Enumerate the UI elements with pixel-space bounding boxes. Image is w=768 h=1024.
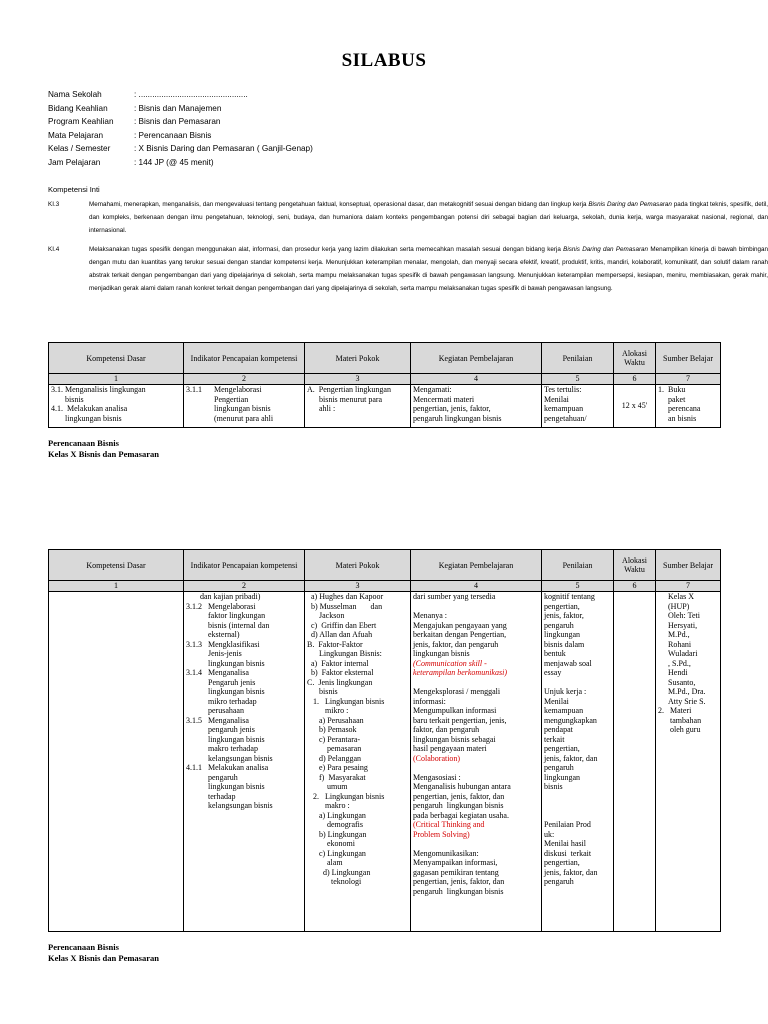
info-value: : 144 JP (@ 45 menit) xyxy=(134,157,214,167)
cell-sumber-belajar: 1. Buku paket perencana an bisnis xyxy=(656,385,721,428)
cell-materi-pokok: A. Pengertian lingkungan bisnis menurut para ahli : xyxy=(305,385,411,428)
cell-kompetensi-dasar xyxy=(49,592,184,932)
ki4-label: KI.4 xyxy=(48,246,60,253)
info-label: Jam Pelajaran xyxy=(48,157,101,167)
header-penilaian: Penilaian xyxy=(542,550,614,581)
info-value: : Bisnis dan Pemasaran xyxy=(134,117,221,126)
column-number: 6 xyxy=(614,581,656,592)
kegiatan-text: Mengomunikasikan: Menyampaikan informasi, gagasan pemikiran tentang pengertian, jenis, faktor, dan pengaruh lingkungan bisnis xyxy=(413,848,505,896)
ki3-text xyxy=(89,198,768,237)
info-value: : Perencanaan Bisnis xyxy=(134,130,212,140)
footer-line: Perencanaan Bisnis xyxy=(48,942,119,952)
cell-materi-pokok: a) Hughes dan Kapoor b) Musselman dan Jackson c) Griffin dan Ebert d) Allan dan Afuah B. Faktor-Faktor Lingkungan Bisnis: a) Faktor internal b) Faktor eksternal C. Jenis lingkungan bisnis 1. Lingkungan bisnis mikro : a) Perusahaan b) Pemasok c) Perantara- pemasaran d) Pelanggan e) Para pesaing f) Masyarakat umum 2. Lingkungan bisnis makro : a) Lingkungan demografis b) Lingkungan ekonomi c) Lingkungan alam d) Lingkungan teknologi xyxy=(305,592,411,932)
column-number: 2 xyxy=(184,581,305,592)
info-label: Mata Pelajaran xyxy=(48,130,104,140)
kegiatan-skill-note: (Colaboration) xyxy=(413,753,461,763)
kegiatan-text: dari sumber yang tersedia Menanya : Mengajukan pengayaan yang berkaitan dengan Pengertian, jenis, faktor, dan pengaruh lingkungan bisnis xyxy=(413,592,507,658)
header-sumber-belajar: Sumber Belajar xyxy=(656,343,721,374)
column-number: 5 xyxy=(542,581,614,592)
column-number: 1 xyxy=(49,581,184,592)
column-number: 7 xyxy=(656,581,721,592)
ki3-text-italic: Bisnis Daring dan Pemasaran xyxy=(588,201,672,208)
cell-penilaian: kognitif tentang pengertian, jenis, faktor, pengaruh lingkungan bisnis dalam bentuk menjawab soal essay Unjuk kerja : Menilai kemampuan mengungkapkan pendapat terkait pengertian, jenis, faktor, dan pengaruh lingkungan bisnis Penilaian Prod uk: Menilai hasil diskusi terkait pengertian, jenis, faktor, dan pengaruh xyxy=(542,592,614,932)
cell-penilaian: Tes tertulis: Menilai kemampuan pengetahuan/ xyxy=(542,385,614,428)
info-row xyxy=(48,158,313,172)
silabus-table-page2 xyxy=(48,549,721,932)
kompetensi-inti-heading: Kompetensi Inti xyxy=(48,185,100,194)
header-kegiatan: Kegiatan Pembelajaran xyxy=(411,343,542,374)
ki4-text-italic: Bisnis Daring dan Pemasaran xyxy=(563,246,649,253)
cell-kegiatan xyxy=(411,592,542,932)
info-value: : ................................................ xyxy=(134,90,248,99)
ki4-text xyxy=(89,243,768,295)
header-materi-pokok: Materi Pokok xyxy=(305,343,411,374)
page1-footer xyxy=(48,438,159,460)
info-label: Nama Sekolah xyxy=(48,90,102,99)
cell-sumber-belajar: Kelas X (HUP) Oleh: Teti Hersyati, M.Pd., Rohani Wuladari , S.Pd., Hendi Susanto, M.Pd., Dra. Atty Srie S. 2. Materi tambahan oleh guru xyxy=(656,592,721,932)
cell-alokasi-waktu xyxy=(614,592,656,932)
column-number: 3 xyxy=(305,374,411,385)
cell-indikator: 3.1.1 Mengelaborasi Pengertian lingkungan bisnis (menurut para ahli xyxy=(184,385,305,428)
cell-kegiatan: Mengamati: Mencermati materi pengertian, jenis, faktor, pengaruh lingkungan bisnis xyxy=(411,385,542,428)
ki4-text-part: Menampilkan kinerja di bawah bimbingan dengan mutu dan kuantitas yang terukur sesuai dengan standar kompetensi kerja. Menunjukkan keterampilan menalar, mengolah, dan menyaji secara efektif, kreatif, produktif, kritis, mandiri, kolaboratif, komunikatif, dan solutif dalam ranah abstrak terkait dengan pengembangan dari yang dipelajarinya di sekolah, serta mampu melaksanakan tugas spesifik di bawah pengawasan langsung. Menunjukkan keterampilan mempersepsi, kesiapan, meniru, membiasakan, gerak mahir, menjadikan gerak alami dalam ranah konkret terkait dengan pengembangan dari yang dipelajarinya di sekolah, serta mampu melaksanakan tugas spesifik di bawah pengawasan langsung. xyxy=(89,246,768,292)
column-number: 4 xyxy=(411,581,542,592)
ki4-text-part: Melaksanakan tugas spesifik dengan menggunakan alat, informasi, dan prosedur kerja yang lazim dilakukan serta memecahkan masalah sesuai dengan bidang kerja xyxy=(89,246,564,253)
kegiatan-skill-note: (Communication skill - keterampilan berkomunikasi) xyxy=(413,658,507,677)
column-number: 4 xyxy=(411,374,542,385)
ki3-text-part: pada tingkat teknis, spesifik, detil, dan kompleks, berkenaan dengan ilmu pengetahuan, teknologi, seni, budaya, dan humaniora dalam konteks pengembangan potensi diri sebagai bagian dari keluarga, sekolah, dunia kerja, warga masyarakat nasional, regional, dan internasional. xyxy=(89,201,768,234)
info-value: : Bisnis dan Manajemen xyxy=(134,103,222,113)
header-indikator: Indikator Pencapaian kompetensi xyxy=(184,343,305,374)
column-number: 6 xyxy=(614,374,656,385)
header-alokasi-waktu: Alokasi Waktu xyxy=(614,550,656,581)
kegiatan-text: Mengeksplorasi / menggali informasi: Mengumpulkan informasi baru terkait pengertian, jenis, faktor, dan pengaruh lingkungan bisnis sebagai hasil pengayaan materi xyxy=(413,687,507,753)
ki3-label: KI.3 xyxy=(48,201,60,208)
column-number: 1 xyxy=(49,374,184,385)
info-row xyxy=(48,117,313,131)
header-kegiatan: Kegiatan Pembelajaran xyxy=(411,550,542,581)
ki3-text-part: Memahami, menerapkan, menganalisis, dan mengevaluasi tentang pengetahuan faktual, konseptual, operasional dasar, dan metakognitif sesuai dengan bidang dan lingkup kerja xyxy=(89,201,589,208)
footer-line: Kelas X Bisnis dan Pemasaran xyxy=(48,953,159,963)
header-sumber-belajar: Sumber Belajar xyxy=(656,550,721,581)
identity-block xyxy=(48,90,313,171)
info-row xyxy=(48,104,313,118)
column-number: 7 xyxy=(656,374,721,385)
column-number: 3 xyxy=(305,581,411,592)
kegiatan-text: Mengasosiasi : Menganalisis hubungan antara pengertian, jenis, faktor, dan pengaruh lingkungan bisnis pada berbagai kegiatan usaha. xyxy=(413,772,511,820)
info-label: Program Keahlian xyxy=(48,117,114,126)
info-value: : X Bisnis Daring dan Pemasaran ( Ganjil-Genap) xyxy=(134,144,313,153)
info-row xyxy=(48,90,313,104)
info-row xyxy=(48,144,313,158)
silabus-table-page1 xyxy=(48,342,721,428)
header-alokasi-waktu: Alokasi Waktu xyxy=(614,343,656,374)
info-label: Kelas / Semester xyxy=(48,144,111,153)
page2-footer xyxy=(48,942,159,964)
header-kompetensi-dasar: Kompetensi Dasar xyxy=(49,550,184,581)
cell-alokasi-waktu: 12 x 45' xyxy=(614,385,656,428)
header-kompetensi-dasar: Kompetensi Dasar xyxy=(49,343,184,374)
kegiatan-skill-note: (Critical Thinking and Problem Solving) xyxy=(413,820,485,839)
column-number: 5 xyxy=(542,374,614,385)
footer-line: Perencanaan Bisnis xyxy=(48,438,119,448)
cell-kompetensi-dasar: 3.1. Menganalisis lingkungan bisnis 4.1. Melakukan analisa lingkungan bisnis xyxy=(49,385,184,428)
column-number: 2 xyxy=(184,374,305,385)
header-indikator: Indikator Pencapaian kompetensi xyxy=(184,550,305,581)
footer-line: Kelas X Bisnis dan Pemasaran xyxy=(48,449,159,459)
cell-indikator: dan kajian pribadi) 3.1.2 Mengelaborasi faktor lingkungan bisnis (internal dan eksternal) 3.1.3 Mengklasifikasi Jenis-jenis lingkungan bisnis 3.1.4 Menganalisa Pengaruh jenis lingkungan bisnis mikro terhadap perusahaan 3.1.5 Menganalisa pengaruh jenis lingkungan bisnis makro terhadap kelangsungan bisnis 4.1.1 Melakukan analisa pengaruh lingkungan bisnis terhadap kelangsungan bisnis xyxy=(184,592,305,932)
header-materi-pokok: Materi Pokok xyxy=(305,550,411,581)
page-title: SILABUS xyxy=(341,50,427,71)
header-penilaian: Penilaian xyxy=(542,343,614,374)
info-label: Bidang Keahlian xyxy=(48,103,108,113)
info-row xyxy=(48,131,313,145)
